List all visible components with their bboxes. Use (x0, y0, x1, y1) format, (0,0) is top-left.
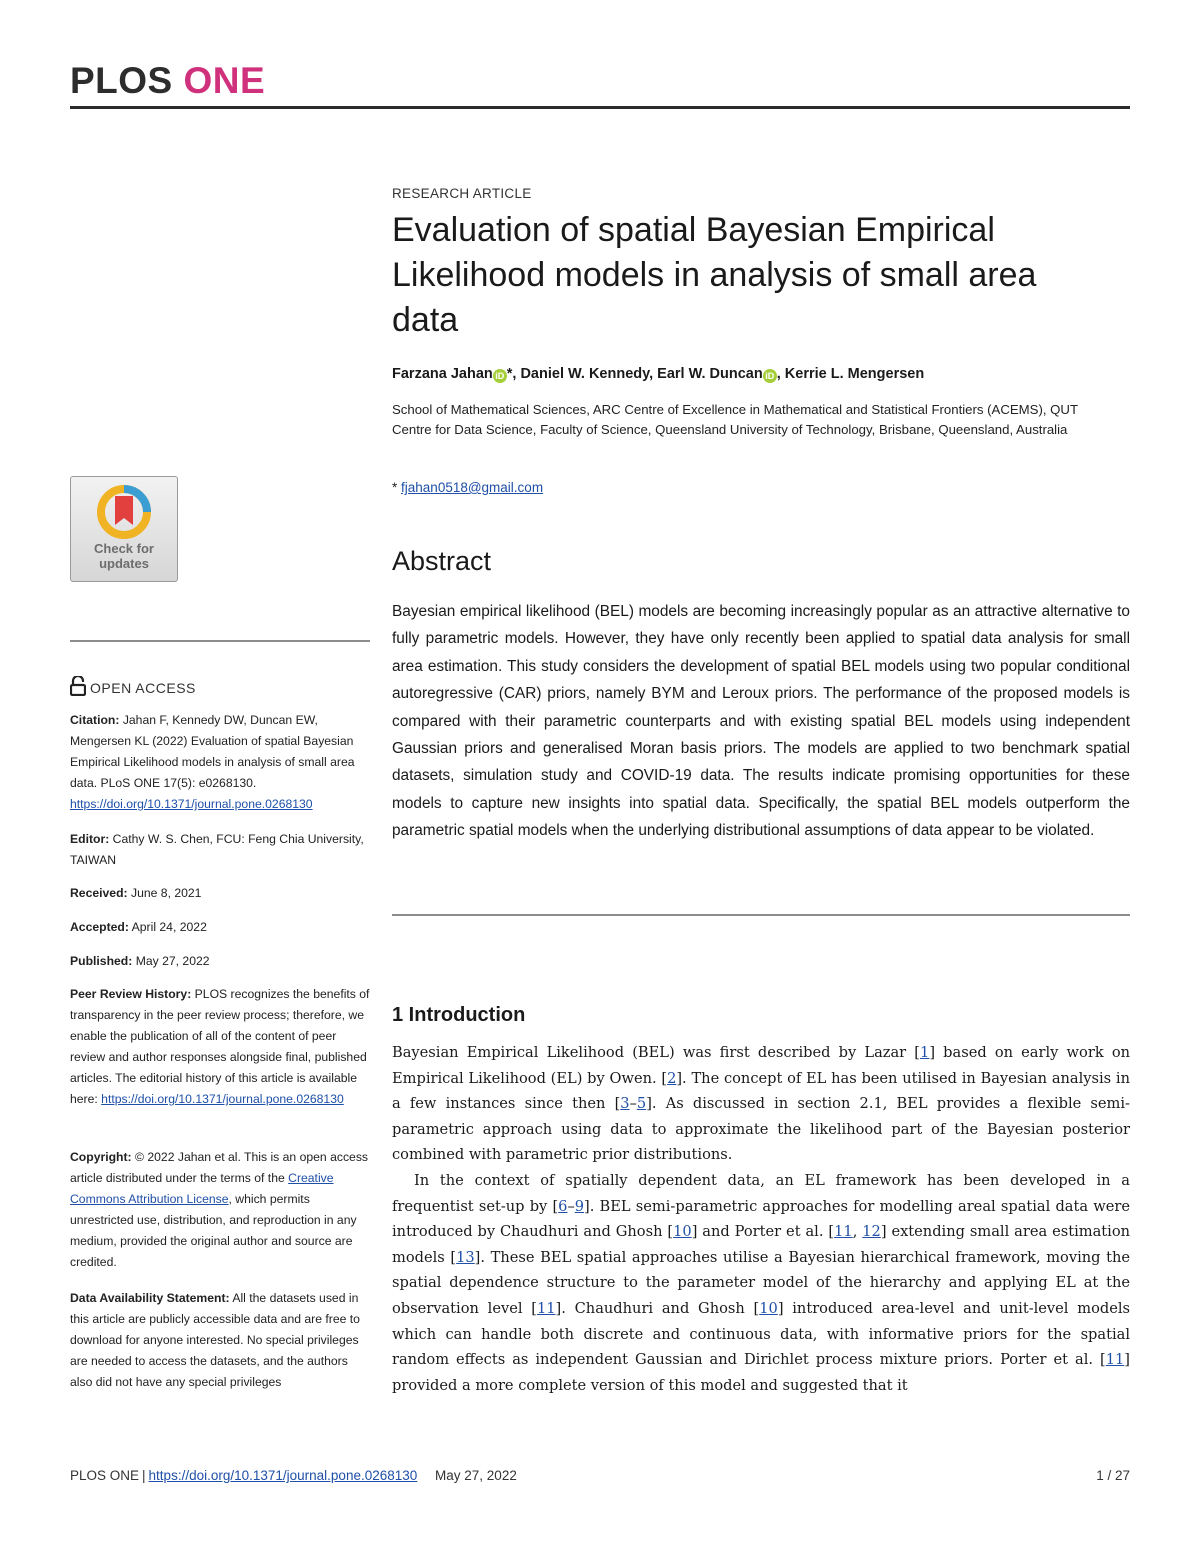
author-2[interactable]: Daniel W. Kennedy, (520, 366, 654, 382)
citation-ref[interactable]: 11 (834, 1223, 853, 1241)
corresponding-email (392, 480, 543, 495)
text-run: Bayesian Empirical Likelihood (BEL) was first described by Lazar [ (392, 1044, 921, 1061)
text-run: ]. As discussed in section 2.1, BEL provides a flexible semi-parametric approach using data to approximate the likelihood part of the Bayesian posterior combined with parametric prior distributions. (392, 1095, 1130, 1164)
sidebar-divider (70, 640, 370, 642)
citation-ref[interactable]: 10 (759, 1299, 778, 1317)
citation-ref[interactable]: 11 (1105, 1351, 1125, 1369)
citation-ref[interactable]: 6 (558, 1197, 568, 1215)
accepted-date: April 24, 2022 (131, 920, 207, 934)
editor-label: Editor: (70, 832, 110, 846)
author-4[interactable]: , Kerrie L. Mengersen (776, 366, 925, 382)
logo-one: ONE (183, 60, 266, 101)
page-number: 1 / 27 (1096, 1468, 1130, 1483)
citation-ref[interactable]: 3 (620, 1095, 630, 1113)
open-access-text: OPEN ACCESS (90, 680, 196, 696)
published-label: Published: (70, 954, 133, 968)
data-availability-block (70, 1288, 370, 1393)
orcid-icon[interactable]: iD (493, 369, 507, 383)
peer-review-label: Peer Review History: (70, 987, 192, 1001)
text-run: ]. These BEL spatial approaches utilise a Bayesian hierarchical framework, moving the spatial dependence structure to the parameter model of the hierarchy and applying EL at the observation level [ (392, 1248, 1131, 1317)
citation-ref[interactable]: 13 (456, 1248, 475, 1266)
citation-doi-link[interactable]: https://doi.org/10.1371/journal.pone.0268130 (70, 797, 313, 811)
email-link[interactable]: fjahan0518@gmail.com (401, 480, 544, 495)
peer-review-block (70, 984, 370, 1110)
text-run: ]. Chaudhuri and Ghosh [ (555, 1299, 760, 1317)
author-1[interactable]: Farzana Jahan (392, 366, 493, 382)
article-title: Evaluation of spatial Bayesian Empirical Likelihood models in analysis of small area data (392, 211, 1037, 339)
received-block (70, 883, 370, 904)
logo-plos: PLOS (70, 60, 173, 101)
article-type: RESEARCH ARTICLE (392, 186, 532, 201)
text-run: ] introduced area-level and unit-level models which can handle both discrete and continuous data, with informative priors for the spatial random effects as independent Gaussian and Dirichlet process mixture priors. Porter et al. [ (392, 1299, 1130, 1369)
published-block (70, 951, 370, 972)
copyright-text-2: , which permits unrestricted use, distribution, and reproduction in any medium, provided the original author and source are credited. (70, 1192, 357, 1269)
author-list (392, 366, 924, 383)
text-run: ] based on early work on Empirical Likelihood (EL) by Owen. [ (392, 1044, 1130, 1087)
text-run: ]. The concept of EL has been utilised in Bayesian analysis in a few instances since then [ (392, 1069, 1130, 1113)
section-heading-introduction: 1 Introduction (392, 1004, 526, 1026)
crossmark-icon (95, 483, 153, 541)
text-run: In the context of spatially dependent data, an EL framework has been developed in a frequentist set-up by [ (392, 1171, 1130, 1215)
citation-ref[interactable]: 10 (673, 1223, 692, 1241)
citation-ref[interactable]: 5 (636, 1095, 647, 1113)
journal-logo (70, 60, 265, 102)
accepted-block (70, 917, 370, 938)
editor-block (70, 829, 370, 871)
badge-line-1: Check for (94, 541, 154, 556)
affiliation: School of Mathematical Sciences, ARC Centre of Excellence in Mathematical and Statistical Frontiers (ACEMS), QUT Centre for Data Science, Faculty of Science, Queensland University of Technology, Brisbane, Queensland, Australia (392, 402, 1078, 437)
check-for-updates-text (71, 541, 177, 571)
text-run: ] extending small area estimation models [ (392, 1223, 1131, 1266)
accepted-label: Accepted: (70, 920, 129, 934)
orcid-icon[interactable]: iD (763, 369, 777, 383)
check-for-updates-badge[interactable] (70, 476, 178, 582)
author-3[interactable]: Earl W. Duncan (657, 366, 763, 382)
page-footer (70, 1468, 517, 1483)
peer-review-text: PLOS recognizes the benefits of transparency in the peer review process; therefore, we enable the publication of all of the content of peer review and author responses alongside final, published articles. The editorial history of this article is available here: (70, 987, 370, 1106)
abstract-divider (392, 914, 1130, 916)
open-access-label (70, 676, 196, 696)
citation-label: Citation: (70, 713, 120, 727)
footer-journal: PLOS ONE (70, 1468, 140, 1483)
copyright-text-1: © 2022 Jahan et al. This is an open access article distributed under the terms of the (70, 1150, 369, 1185)
license-link[interactable]: Creative Commons Attribution License (70, 1171, 334, 1206)
intro-paragraph-1 (392, 1040, 1130, 1168)
text-run: – (567, 1197, 575, 1215)
citation-ref[interactable]: 9 (574, 1197, 585, 1215)
citation-ref[interactable]: 12 (862, 1223, 881, 1241)
citation-text: Jahan F, Kennedy DW, Duncan EW, Mengersen KL (2022) Evaluation of spatial Bayesian Empirical Likelihood models in analysis of small area data. PLoS ONE 17(5): e0268130. (70, 713, 355, 790)
footer-date: May 27, 2022 (435, 1468, 517, 1483)
citation-block (70, 710, 370, 815)
abstract-text: Bayesian empirical likelihood (BEL) models are becoming increasingly popular as an attractive alternative to fully parametric models. However, they have only recently been applied to spatial data analysis for small area estimation. This study considers the development of spatial BEL models using two popular conditional autoregressive (CAR) priors, namely BYM and Leroux priors. The performance of the proposed models is compared with their parametric counterparts and with existing spatial BEL models using independent Gaussian priors and generalised Moran basis priors. The models are applied to two benchmark spatial datasets, simulation study and COVID-19 data. The results indicate promising opportunities for these models to capture new insights into spatial data. Specifically, the spatial BEL models outperform the parametric spatial models when the underlying distributional assumptions of data appear to be violated. (392, 603, 1130, 840)
text-run: ] provided a more complete version of this model and suggested that it (392, 1351, 1130, 1394)
intro-paragraph-2 (392, 1168, 1130, 1398)
copyright-label: Copyright: (70, 1150, 132, 1164)
citation-ref[interactable]: 1 (920, 1044, 930, 1061)
text-run: , (852, 1223, 863, 1241)
introduction-body (392, 1040, 1130, 1398)
footer-doi-link[interactable]: https://doi.org/10.1371/journal.pone.0268130 (148, 1468, 418, 1483)
footer-separator: | (142, 1468, 146, 1483)
text-run: ] and Porter et al. [ (691, 1223, 835, 1241)
data-availability-label: Data Availability Statement: (70, 1291, 230, 1305)
peer-review-link[interactable]: https://doi.org/10.1371/journal.pone.0268130 (101, 1092, 344, 1106)
published-date: May 27, 2022 (135, 954, 210, 968)
open-lock-icon (70, 676, 86, 696)
badge-line-2: updates (99, 556, 149, 571)
received-label: Received: (70, 886, 128, 900)
header-divider (70, 106, 1130, 109)
text-run: ]. BEL semi-parametric approaches for modelling areal spatial data were introduced by Chaudhuri and Ghosh [ (392, 1197, 1130, 1241)
citation-ref[interactable]: 2 (667, 1069, 677, 1087)
editor-text: Cathy W. S. Chen, FCU: Feng Chia University, TAIWAN (70, 832, 364, 867)
data-availability-text: All the datasets used in this article are publicly accessible data and are free to download for anyone interested. No special privileges are needed to access the datasets, and the authors also did not have any special privileges (70, 1291, 360, 1389)
copyright-block (70, 1147, 370, 1273)
citation-ref[interactable]: 11 (536, 1299, 556, 1317)
author-1-mark: *, (506, 366, 517, 382)
received-date: June 8, 2021 (130, 886, 202, 900)
abstract-heading: Abstract (392, 546, 492, 576)
text-run: – (629, 1095, 637, 1113)
email-marker: * (392, 480, 398, 495)
